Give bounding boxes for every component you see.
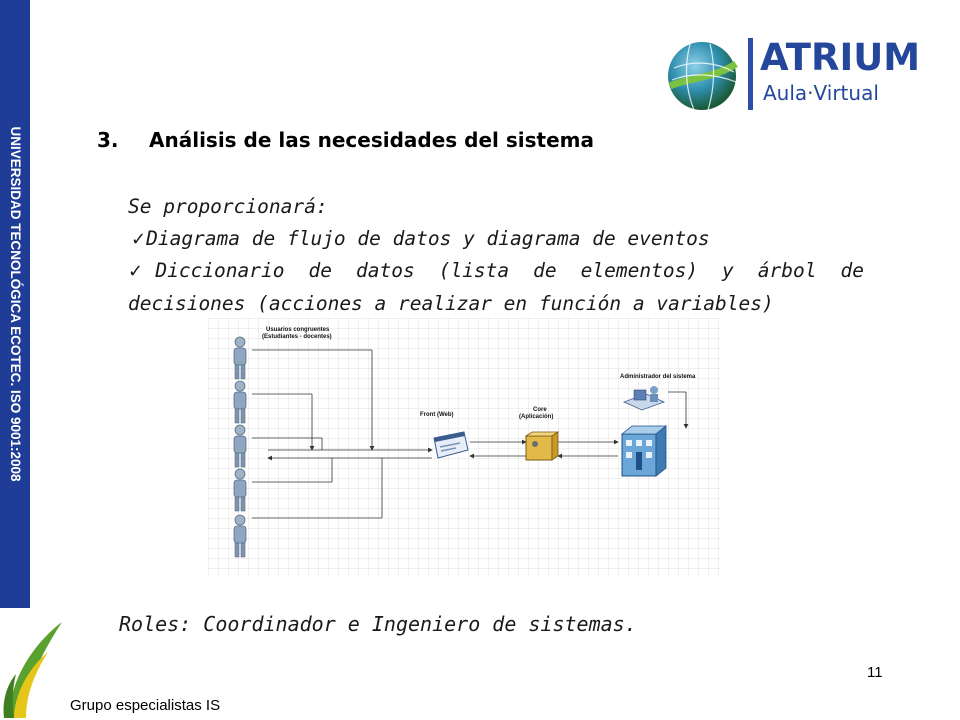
roles-text: Roles: Coordinador e Ingeniero de sistemas. [119, 612, 637, 636]
list-item [128, 255, 864, 320]
system-diagram [208, 318, 720, 576]
list-item-text: Diccionario de datos (lista de elementos) y árbol de decisiones (acciones a realizar en función a variables) [128, 259, 864, 315]
users-label-2: (Estudiantes - docentes) [262, 334, 332, 340]
logo-divider [748, 38, 753, 110]
intro-text: Se proporcionará: [128, 195, 328, 218]
university-name: UNIVERSIDAD TECNOLÓGICA ECOTEC. ISO 9001:2008 [8, 126, 23, 482]
users-label-1: Usuarios congruentes [266, 327, 330, 333]
core-server-icon [526, 432, 558, 460]
globe-icon [664, 38, 740, 114]
checkmark-icon: ✓ [128, 261, 156, 282]
logo-subtitle: Aula·Virtual [763, 81, 879, 105]
checkmark-icon: ✓ [131, 229, 147, 250]
admin-label: Administrador del sistema [620, 374, 696, 380]
section-heading [97, 128, 594, 152]
server-building-icon [622, 426, 666, 476]
list-item [131, 223, 867, 256]
page-number: 11 [867, 664, 883, 681]
list-item-text: Diagrama de flujo de datos y diagrama de eventos [146, 227, 710, 250]
logo-name: ATRIUM [760, 36, 921, 79]
front-label: Front (Web) [420, 412, 454, 418]
footer-group: Grupo especialistas IS [70, 697, 221, 714]
section-title: Análisis de las necesidades del sistema [149, 128, 594, 152]
core-label-2: (Aplicación) [519, 414, 554, 420]
atrium-logo [664, 34, 921, 114]
section-number: 3. [97, 128, 119, 152]
side-banner [0, 0, 30, 608]
leaf-logo [0, 616, 70, 720]
core-label-1: Core [533, 407, 547, 413]
